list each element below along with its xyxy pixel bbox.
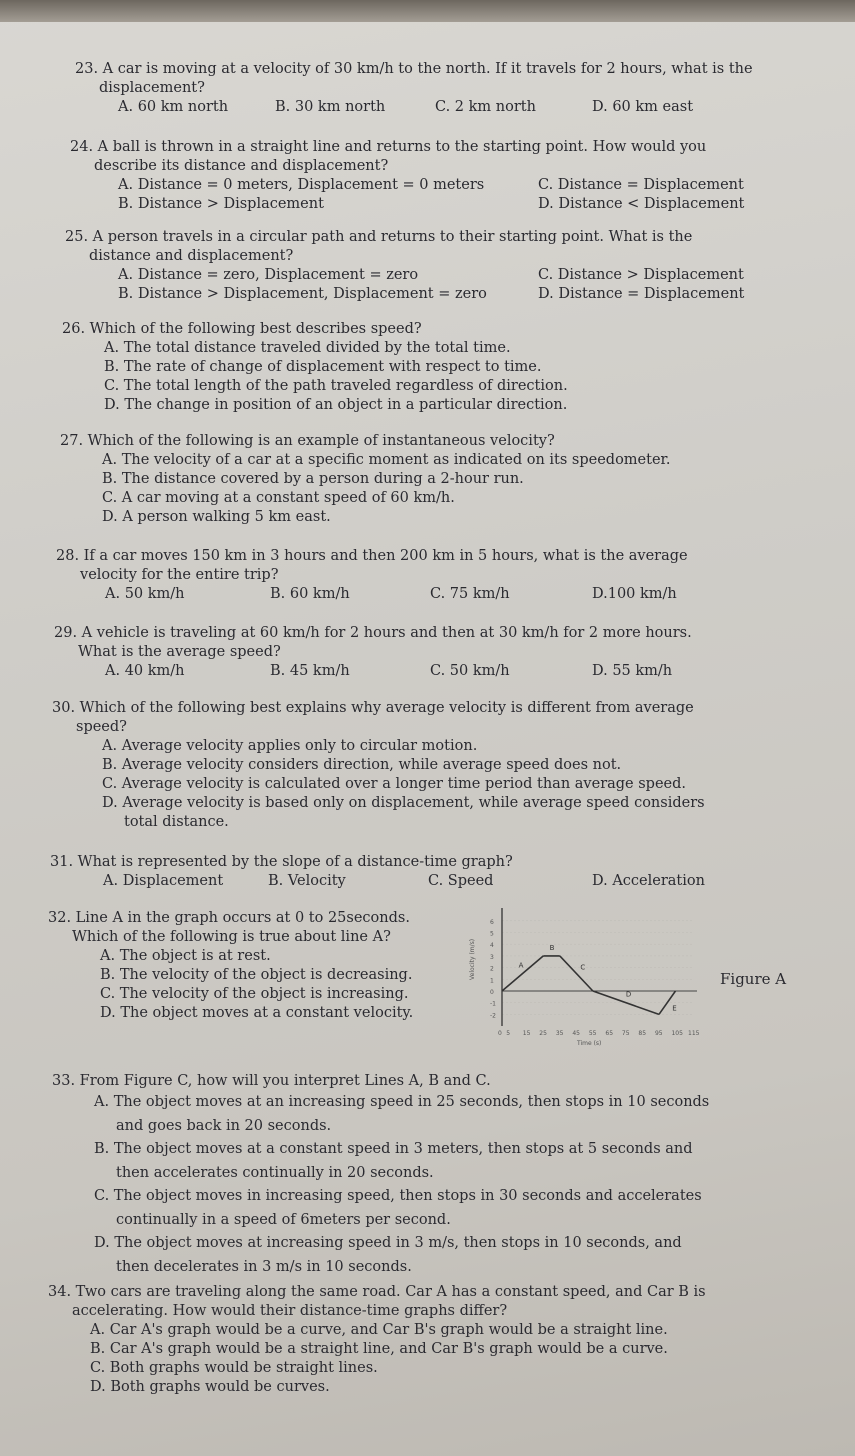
question-text-cont: Which of the following is true about line A? — [72, 929, 391, 945]
answer-option-cont: then decelerates in 3 m/s in 10 seconds. — [116, 1258, 412, 1275]
question-text: What is represented by the slope of a distance-time graph? — [77, 854, 513, 870]
question-29 — [54, 624, 800, 681]
question-number: 24. — [70, 139, 94, 155]
question-text-cont: accelerating. How would their distance-time graphs differ? — [72, 1303, 508, 1319]
answer-option[interactable]: D. A person walking 5 km east. — [102, 509, 331, 525]
answer-option-cont: and goes back in 20 seconds. — [116, 1117, 332, 1134]
answer-option[interactable]: D. 60 km east — [592, 99, 694, 115]
question-stem — [70, 138, 800, 157]
question-text: From Figure C, how will you interpret Lines A, B and C. — [79, 1073, 491, 1089]
x-tick-label: 45 — [572, 1030, 580, 1037]
y-tick-label: 6 — [490, 918, 494, 926]
answer-option[interactable]: B. 60 km/h — [270, 586, 350, 602]
answer-option-cont: then accelerates continually in 20 seconds. — [116, 1164, 434, 1181]
question-stem — [52, 699, 800, 718]
question-stem — [60, 432, 800, 451]
options-row — [50, 872, 800, 891]
answer-option[interactable]: C. 50 km/h — [430, 663, 510, 679]
answer-option[interactable]: B. Distance > Displacement — [118, 196, 324, 212]
answer-option[interactable]: C. Distance > Displacement — [538, 267, 744, 283]
answer-option[interactable]: A. Distance = zero, Displacement = zero — [118, 267, 419, 283]
options-list — [52, 1091, 800, 1279]
x-tick-label: 85 — [638, 1030, 647, 1037]
answer-option[interactable]: D. Average velocity is based only on displacement, while average speed considers — [102, 795, 705, 811]
x-tick-label: 55 — [588, 1030, 597, 1037]
answer-option[interactable]: D. Acceleration — [592, 873, 705, 889]
answer-option[interactable]: B. The object moves at a constant speed in 3 meters, then stops at 5 seconds and — [94, 1141, 693, 1157]
answer-option[interactable]: C. Both graphs would be straight lines. — [90, 1360, 378, 1376]
x-tick-label: 105 — [671, 1030, 683, 1037]
question-23 — [75, 60, 800, 117]
question-28 — [56, 547, 800, 604]
answer-option[interactable]: B. Distance > Displacement, Displacement = zero — [118, 286, 487, 302]
segment-label: A — [518, 961, 524, 970]
question-text-cont: distance and displacement? — [89, 248, 294, 264]
segment-label: E — [672, 1004, 677, 1013]
question-31 — [50, 853, 800, 891]
question-text-cont: What is the average speed? — [78, 644, 281, 660]
question-number: 34. — [48, 1284, 72, 1300]
question-27 — [60, 432, 800, 527]
y-tick-label: 5 — [490, 930, 494, 938]
question-26 — [62, 320, 800, 415]
answer-option[interactable]: C. 75 km/h — [430, 586, 510, 602]
answer-option[interactable]: A. 50 km/h — [105, 586, 185, 602]
x-tick-label: 15 — [522, 1030, 531, 1037]
question-number: 28. — [56, 548, 80, 564]
answer-option[interactable]: B. The velocity of the object is decreasing. — [100, 967, 413, 983]
y-tick-label: 2 — [490, 965, 494, 973]
answer-option[interactable]: A. The object moves at an increasing speed in 25 seconds, then stops in 10 seconds — [94, 1094, 710, 1110]
options-row — [65, 266, 800, 285]
question-text: Which of the following best explains why average velocity is different from average — [79, 700, 694, 716]
answer-option[interactable]: A. The object is at rest. — [100, 948, 271, 964]
answer-option[interactable]: A. The total distance traveled divided by the total time. — [104, 340, 511, 356]
answer-option[interactable]: D. Both graphs would be curves. — [90, 1379, 330, 1395]
question-number: 27. — [60, 433, 84, 449]
question-stem — [65, 228, 800, 247]
question-text-cont: velocity for the entire trip? — [80, 567, 279, 583]
options-list — [52, 737, 800, 832]
velocity-time-graph — [452, 898, 717, 1046]
options-row — [56, 585, 800, 604]
figure-caption: Figure A — [720, 970, 787, 988]
answer-option[interactable]: C. The velocity of the object is increasing. — [100, 986, 409, 1002]
options-row — [70, 176, 800, 195]
question-stem — [62, 320, 800, 339]
question-stem — [56, 547, 800, 566]
answer-option[interactable]: D. The object moves at a constant velocity. — [100, 1005, 414, 1021]
question-number: 26. — [62, 321, 86, 337]
answer-option[interactable]: A. 40 km/h — [105, 663, 185, 679]
question-text: Line A in the graph occurs at 0 to 25seconds. — [75, 910, 410, 926]
answer-option[interactable]: D. 55 km/h — [592, 663, 673, 679]
segment-label: B — [549, 943, 555, 952]
question-text: Which of the following best describes speed? — [89, 321, 422, 337]
answer-option-cont: continually in a speed of 6meters per second. — [116, 1211, 451, 1228]
answer-option[interactable]: B. 45 km/h — [270, 663, 350, 679]
answer-option[interactable]: C. The object moves in increasing speed, then stops in 30 seconds and accelerates — [94, 1188, 702, 1204]
x-axis-label: Time (s) — [577, 1040, 602, 1046]
x-tick-label: 95 — [654, 1030, 663, 1037]
x-tick-label: 5 — [506, 1030, 511, 1037]
x-tick-label: 65 — [605, 1030, 614, 1037]
answer-option[interactable]: A. 60 km north — [118, 99, 229, 115]
answer-option[interactable]: B. The rate of change of displacement with respect to time. — [104, 359, 542, 375]
question-stem — [50, 853, 800, 872]
question-number: 25. — [65, 229, 89, 245]
question-33 — [52, 1072, 800, 1279]
answer-option[interactable]: B. Velocity — [268, 873, 346, 889]
question-text: A vehicle is traveling at 60 km/h for 2 hours and then at 30 km/h for 2 more hours. — [81, 625, 692, 641]
x-tick-label: 25 — [539, 1030, 547, 1037]
answer-option[interactable]: D. The object moves at increasing speed in 3 m/s, then stops in 10 seconds, and — [94, 1235, 682, 1251]
answer-option[interactable]: A. Average velocity applies only to circular motion. — [102, 738, 478, 754]
question-text: A car is moving at a velocity of 30 km/h to the north. If it travels for 2 hours, what is the — [102, 61, 753, 77]
question-25 — [65, 228, 800, 304]
options-row — [75, 98, 800, 117]
y-tick-label: 1 — [490, 977, 494, 985]
y-tick-label: 3 — [490, 953, 494, 961]
answer-option[interactable]: B. Car A's graph would be a straight line, and Car B's graph would be a curve. — [90, 1341, 668, 1357]
options-row — [65, 285, 800, 304]
answer-option[interactable]: C. A car moving at a constant speed of 60 km/h. — [102, 490, 455, 506]
answer-option[interactable]: C. Speed — [428, 873, 494, 889]
question-number: 30. — [52, 700, 76, 716]
question-text: Two cars are traveling along the same road. Car A has a constant speed, and Car B is — [75, 1284, 706, 1300]
question-24 — [70, 138, 800, 214]
question-number: 29. — [54, 625, 78, 641]
question-text-cont: speed? — [76, 719, 127, 735]
answer-option[interactable]: C. Average velocity is calculated over a longer time period than average speed. — [102, 776, 687, 792]
answer-option[interactable]: A. The velocity of a car at a specific moment as indicated on its speedometer. — [102, 452, 671, 468]
segment-label: C — [580, 963, 586, 972]
y-axis-label: Velocity (m/s) — [469, 938, 476, 980]
options-list — [60, 451, 800, 527]
y-tick-label: -2 — [490, 1012, 496, 1020]
question-number: 32. — [48, 910, 72, 926]
options-row — [54, 662, 800, 681]
answer-option[interactable]: C. Distance = Displacement — [538, 177, 744, 193]
answer-option[interactable]: D. The change in position of an object in a particular direction. — [104, 397, 568, 413]
y-tick-label: -1 — [490, 1000, 496, 1008]
answer-option[interactable]: B. The distance covered by a person during a 2-hour run. — [102, 471, 524, 487]
answer-option[interactable]: D. Distance < Displacement — [538, 196, 745, 212]
answer-option[interactable]: C. The total length of the path traveled regardless of direction. — [104, 378, 568, 394]
question-text: A person travels in a circular path and returns to their starting point. What is the — [92, 229, 693, 245]
question-34 — [48, 1283, 800, 1397]
graph-segment-C — [560, 956, 593, 991]
options-list — [48, 1321, 800, 1397]
question-text-cont: displacement? — [99, 80, 205, 96]
photo-edge — [0, 0, 855, 22]
answer-option[interactable]: D. Distance = Displacement — [538, 286, 745, 302]
question-30 — [52, 699, 800, 832]
answer-option[interactable]: D.100 km/h — [592, 586, 677, 602]
y-tick-label: 0 — [490, 989, 494, 996]
question-text: If a car moves 150 km in 3 hours and then 200 km in 5 hours, what is the average — [83, 548, 688, 564]
answer-option[interactable]: A. Distance = 0 meters, Displacement = 0 meters — [118, 177, 485, 193]
x-tick-label: 0 — [498, 1030, 502, 1037]
y-tick-label: 4 — [490, 942, 494, 950]
question-stem — [52, 1072, 800, 1091]
question-stem — [54, 624, 800, 643]
answer-option[interactable]: C. 2 km north — [435, 99, 536, 115]
answer-option[interactable]: B. 30 km north — [275, 99, 386, 115]
question-number: 33. — [52, 1073, 76, 1089]
options-list — [62, 339, 800, 415]
x-tick-label: 75 — [621, 1030, 630, 1037]
question-text-cont: describe its distance and displacement? — [94, 158, 389, 174]
question-number: 31. — [50, 854, 74, 870]
x-tick-label: 35 — [555, 1030, 564, 1037]
x-tick-label: 115 — [688, 1030, 700, 1037]
answer-option-cont: total distance. — [124, 814, 229, 830]
question-text: Which of the following is an example of instantaneous velocity? — [87, 433, 555, 449]
answer-option[interactable]: B. Average velocity considers direction, while average speed does not. — [102, 757, 622, 773]
segment-label: D — [625, 990, 632, 999]
question-text: A ball is thrown in a straight line and returns to the starting point. How would you — [97, 139, 707, 155]
answer-option[interactable]: A. Displacement — [103, 873, 224, 889]
question-stem — [48, 1283, 800, 1302]
options-row — [70, 195, 800, 214]
question-stem — [75, 60, 800, 79]
question-number: 23. — [75, 61, 99, 77]
answer-option[interactable]: A. Car A's graph would be a curve, and Car B's graph would be a straight line. — [90, 1322, 668, 1338]
